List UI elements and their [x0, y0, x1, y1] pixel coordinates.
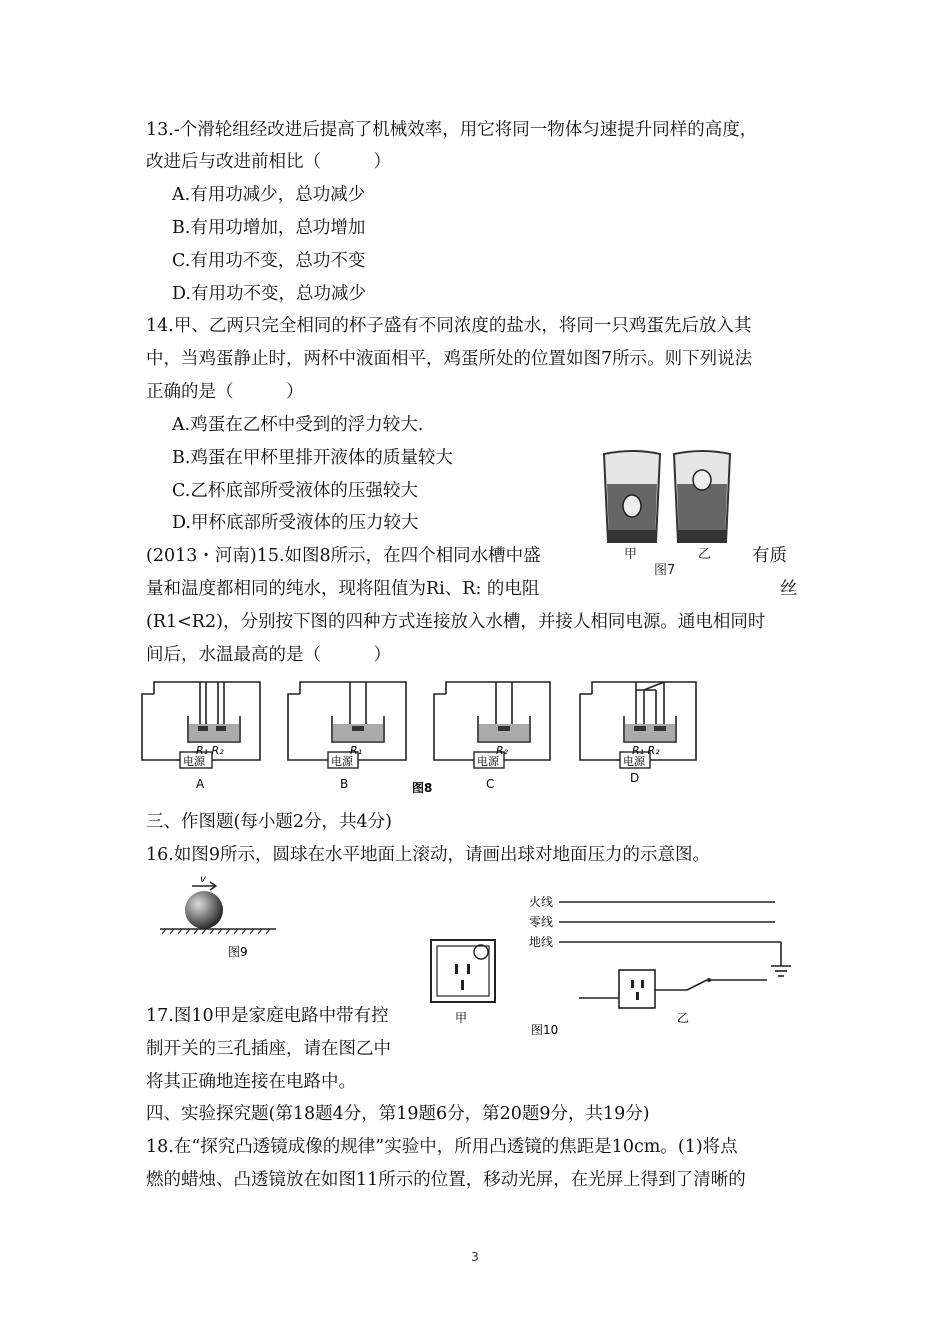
q15-line2a: 量和温度都相同的纯水，现将阻值为Ri、R: 的电阻 — [146, 579, 540, 599]
ball-icon — [185, 891, 223, 929]
section-3-heading: 三、作图题(每小题2分，共4分) — [146, 812, 392, 832]
q15-line4: 间后，水温最高的是（ ） — [146, 645, 391, 665]
fig10-neutral-label: 零线 — [529, 915, 554, 929]
q14-option-b: B.鸡蛋在甲杯里排开液体的质量较大 — [172, 448, 453, 468]
fig8-caption: 图8 — [412, 781, 433, 795]
q15-line1a: (2013・河南)15.如图8所示，在四个相同水槽中盛 — [146, 546, 541, 566]
section-4-heading: 四、实验探究题(第18题4分，第19题6分，第20题9分，共19分) — [146, 1104, 650, 1124]
fig8-power-d: 电源 — [623, 755, 645, 768]
fig9-caption: 图9 — [228, 945, 248, 959]
q17-line3: 将其正确地连接在电路中。 — [146, 1072, 356, 1092]
fig8-r2-c: R₂ — [496, 744, 509, 757]
fig7-label-a: 甲 — [624, 547, 638, 562]
q18-line2: 燃的蜡烛、凸透镜放在如图11所示的位置，移动光屏，在光屏上得到了清晰的 — [146, 1170, 746, 1190]
q14-option-c: C.乙杯底部所受液体的压强较大 — [172, 481, 418, 501]
fig8-r1r2-a: R₁ R₂ — [196, 744, 224, 757]
fig8-power-a: 电源 — [183, 755, 205, 768]
fig10-caption: 图10 — [531, 1023, 559, 1037]
egg-cup-a-icon — [623, 495, 641, 517]
fig10-label-a: 甲 — [455, 1011, 468, 1025]
q13-option-d: D.有用功不变，总功减少 — [172, 284, 366, 304]
q17-line1: 17.图10甲是家庭电路中带有控 — [146, 1006, 389, 1026]
q17-line2: 制开关的三孔插座，请在图乙中 — [146, 1039, 391, 1059]
q15-line3: (R1<R2)，分别按下图的四种方式连接放入水槽，并接人相同电源。通电相同时 — [146, 612, 766, 632]
fig8-r1-b: R₁ — [350, 744, 363, 757]
q13-option-c: C.有用功不变，总功不变 — [172, 251, 366, 271]
q14-line3: 正确的是（ ） — [146, 382, 304, 402]
figure-7-cups — [598, 446, 748, 578]
q14-option-d: D.甲杯底部所受液体的压力较大 — [172, 513, 419, 533]
figure-10-wiring — [425, 886, 797, 1046]
fig9-velocity-label: v — [200, 874, 206, 885]
fig8-power-c: 电源 — [477, 755, 499, 768]
q14-line1: 14.甲、乙两只完全相同的杯子盛有不同浓度的盐水，将同一只鸡蛋先后放入其 — [146, 316, 752, 336]
q15-line1b: 有质 — [752, 546, 787, 566]
q13-option-b: B.有用功增加，总功增加 — [172, 218, 366, 238]
q16-text: 16.如图9所示，圆球在水平地面上滚动，请画出球对地面压力的示意图。 — [146, 845, 710, 865]
figure-9-ball — [152, 870, 282, 962]
fig10-live-label: 火线 — [529, 895, 554, 909]
fig7-label-b: 乙 — [698, 547, 712, 562]
q13-line2: 改进后与改进前相比（ ） — [146, 152, 391, 172]
fig8-label-b: B — [340, 777, 349, 791]
fig8-r1r2-d: R₁ R₂ — [632, 744, 660, 757]
fig8-power-b: 电源 — [331, 755, 353, 768]
figure-8-circuits — [140, 672, 700, 796]
page-number: 3 — [471, 1250, 479, 1264]
fig10-ground-label: 地线 — [529, 935, 554, 949]
q18-line1: 18.在“探究凸透镜成像的规律”实验中，所用凸透镜的焦距是10cm。(1)将点 — [146, 1137, 738, 1157]
q13-line1: 13.-个滑轮组经改进后提高了机械效率，用它将同一物体匀速提升同样的高度， — [146, 120, 758, 140]
fig10-label-b: 乙 — [677, 1011, 690, 1025]
fig8-label-a: A — [196, 777, 205, 791]
q15-line2b: 丝 — [780, 579, 798, 599]
fig8-label-c: C — [486, 777, 495, 791]
fig8-label-d: D — [630, 771, 640, 785]
q14-option-a: A.鸡蛋在乙杯中受到的浮力较大. — [172, 415, 424, 435]
egg-cup-b-icon — [693, 470, 711, 490]
q14-line2: 中，当鸡蛋静止时，两杯中液面相平，鸡蛋所处的位置如图7所示。则下列说法 — [146, 349, 753, 369]
q13-option-a: A.有用功减少，总功减少 — [172, 185, 366, 205]
fig7-caption: 图7 — [654, 563, 676, 578]
